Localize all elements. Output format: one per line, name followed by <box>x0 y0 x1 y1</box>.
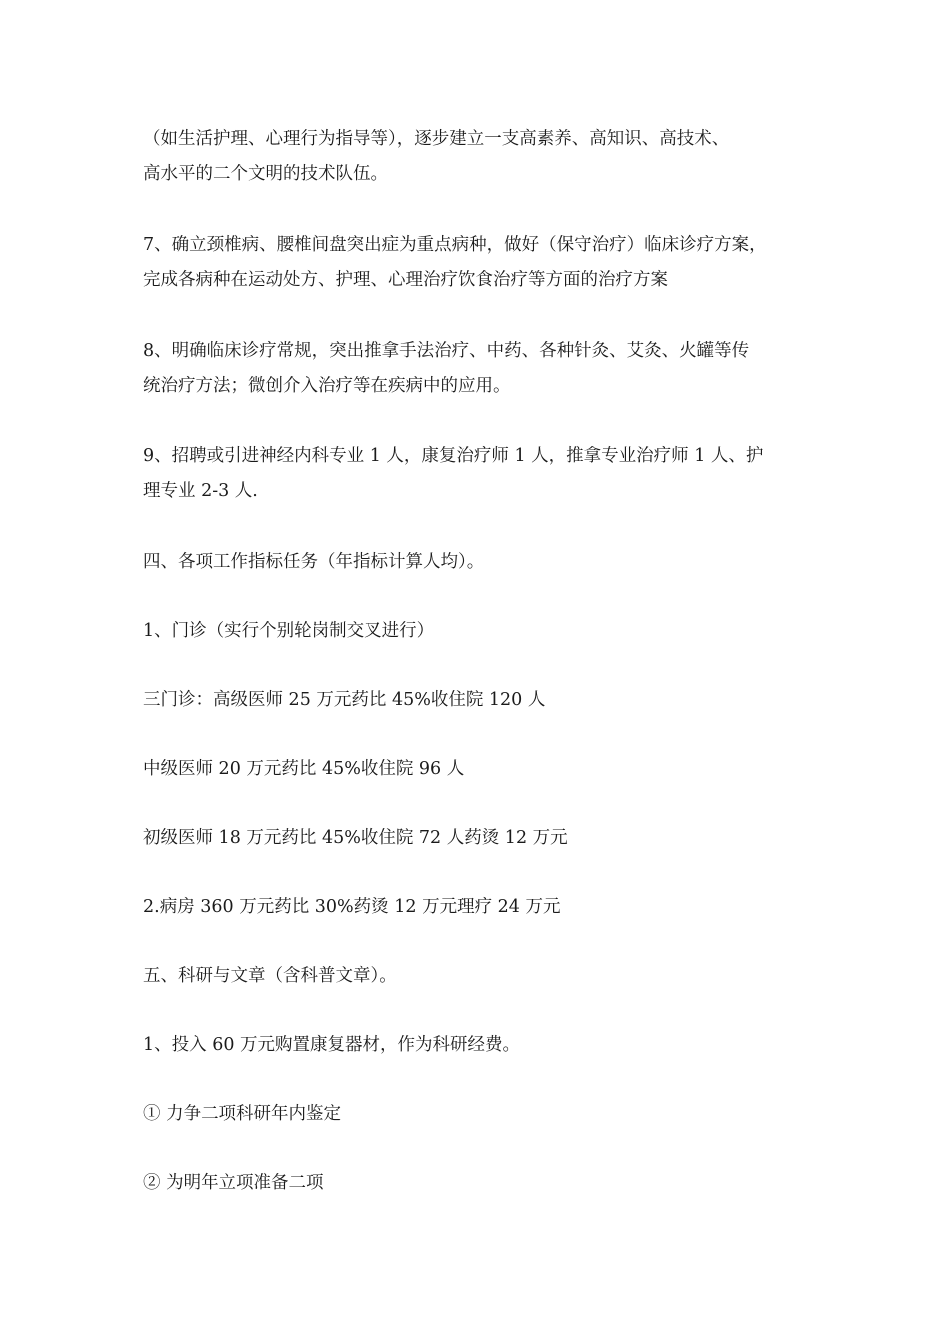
paragraph-research-funding <box>143 1028 843 1063</box>
text-line: 初级医师 18 万元药比 45%收住院 72 人药烫 12 万元 <box>143 828 568 848</box>
paragraph-item-8 <box>143 334 843 404</box>
list-item-research-2 <box>143 1166 843 1201</box>
text-line: 四、各项工作指标任务（年指标计算人均）。 <box>143 552 485 572</box>
text-line: ② 为明年立项准备二项 <box>143 1173 324 1193</box>
paragraph-junior-physician <box>143 821 843 856</box>
text-line: ① 力争二项科研年内鉴定 <box>143 1104 342 1124</box>
paragraph-senior-physician <box>143 683 843 718</box>
section-heading-4 <box>143 545 843 580</box>
text-line: 理专业 2-3 人. <box>143 481 258 501</box>
text-line: 完成各病种在运动处方、护理、心理治疗饮食治疗等方面的治疗方案 <box>143 270 668 290</box>
paragraph-outpatient <box>143 614 843 649</box>
text-line: 1、门诊（实行个别轮岗制交叉进行） <box>143 621 435 641</box>
text-line: 7、确立颈椎病、腰椎间盘突出症为重点病种，做好（保守治疗）临床诊疗方案， <box>143 235 767 255</box>
text-line: 五、科研与文章（含科普文章）。 <box>143 966 397 986</box>
text-line: 高水平的二个文明的技术队伍。 <box>143 164 388 184</box>
text-line: 中级医师 20 万元药比 45%收住院 96 人 <box>143 759 465 779</box>
text-line: 2.病房 360 万元药比 30%药烫 12 万元理疗 24 万元 <box>143 897 561 917</box>
paragraph-item-9 <box>143 439 843 509</box>
paragraph-mid-physician <box>143 752 843 787</box>
text-line: 三门诊：高级医师 25 万元药比 45%收住院 120 人 <box>143 690 546 710</box>
section-heading-5 <box>143 959 843 994</box>
list-item-research-1 <box>143 1097 843 1132</box>
paragraph-item-7 <box>143 228 843 298</box>
text-line: 9、招聘或引进神经内科专业 1 人，康复治疗师 1 人，推拿专业治疗师 1 人、护 <box>143 446 764 466</box>
paragraph-team-building <box>143 122 843 192</box>
text-line: （如生活护理、心理行为指导等），逐步建立一支高素养、高知识、高技术、 <box>143 129 730 149</box>
paragraph-ward <box>143 890 843 925</box>
text-line: 8、明确临床诊疗常规，突出推拿手法治疗、中药、各种针灸、艾灸、火罐等传 <box>143 341 750 361</box>
text-line: 统治疗方法；微创介入治疗等在疾病中的应用。 <box>143 376 511 396</box>
text-line: 1、投入 60 万元购置康复器材，作为科研经费。 <box>143 1035 521 1055</box>
